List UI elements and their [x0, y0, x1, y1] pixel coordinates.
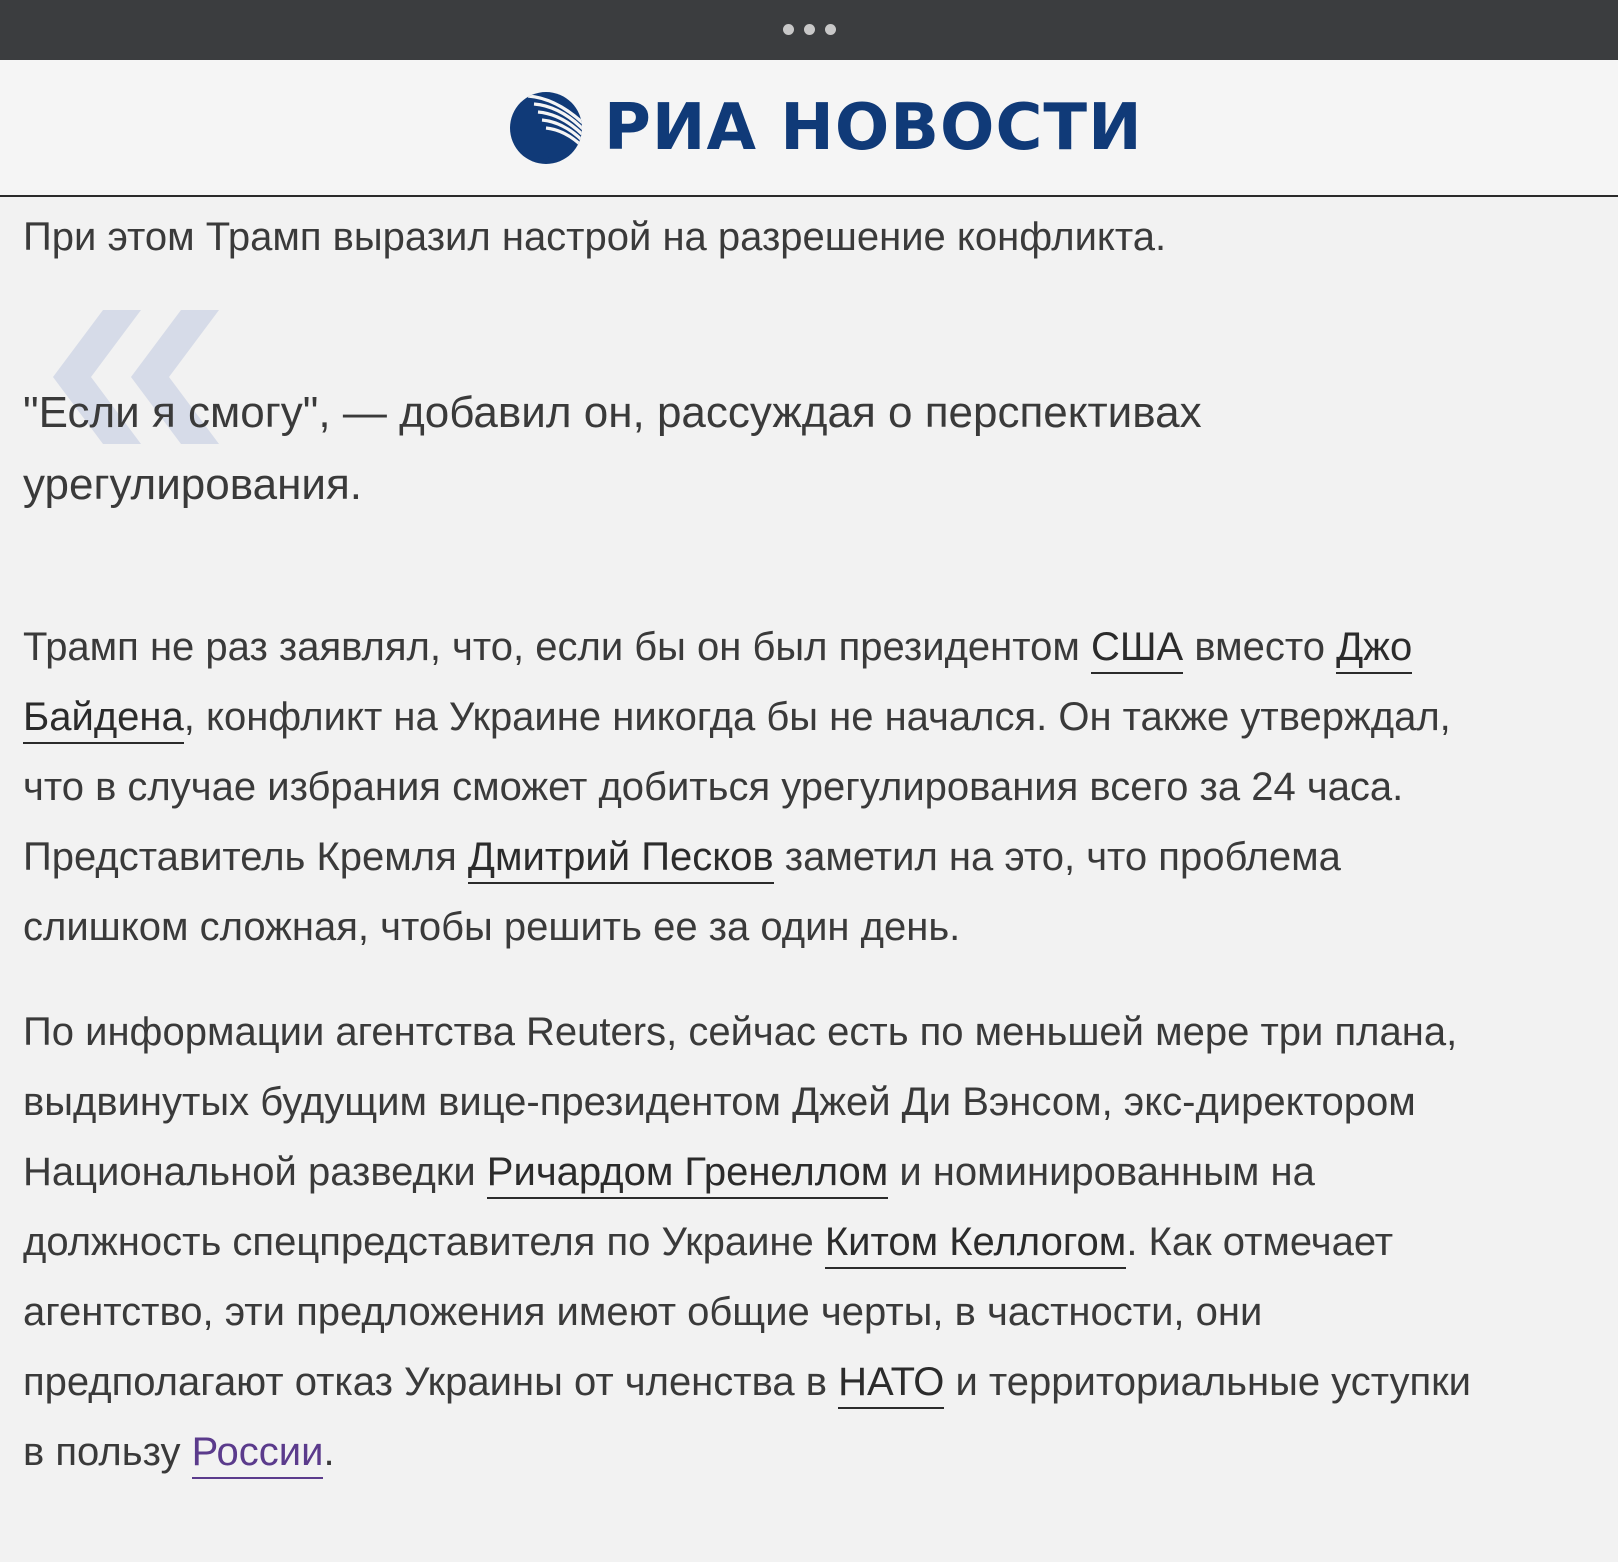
- text-line: [23, 1207, 1471, 1277]
- dot: [825, 24, 836, 35]
- text-line: [23, 612, 1451, 682]
- link-biden[interactable]: Байдена: [23, 695, 184, 744]
- text-line: что в случае избрания сможет добиться урегулирования всего за 24 часа.: [23, 765, 1404, 809]
- text: Трамп не раз заявлял, что, если бы он был президентом: [23, 625, 1091, 669]
- text: . Как отмечает: [1126, 1220, 1394, 1264]
- text: вместо: [1183, 625, 1337, 669]
- text-line: выдвинутых будущим вице-президентом Джей Ди Вэнсом, экс-директором: [23, 1080, 1416, 1124]
- ria-globe-icon: [508, 90, 584, 166]
- link-peskov[interactable]: Дмитрий Песков: [468, 835, 774, 884]
- text: и номинированным на: [888, 1150, 1315, 1194]
- link-biden[interactable]: Джо: [1336, 625, 1412, 674]
- more-options-icon[interactable]: [783, 24, 836, 35]
- text-line: [23, 1347, 1471, 1417]
- text-line: слишком сложная, чтобы решить ее за один день.: [23, 905, 961, 949]
- dot: [804, 24, 815, 35]
- link-kellogg[interactable]: Китом Келлогом: [825, 1220, 1126, 1269]
- browser-top-bar: [0, 0, 1618, 60]
- text-line: [23, 1417, 1471, 1487]
- link-grenell[interactable]: Ричардом Гренеллом: [487, 1150, 888, 1199]
- paragraph-reuters-plans: [23, 997, 1471, 1487]
- text: предполагают отказ Украины от членства в: [23, 1360, 839, 1404]
- text: Представитель Кремля: [23, 835, 468, 879]
- text: должность спецпредставителя по Украине: [23, 1220, 825, 1264]
- link-russia[interactable]: России: [192, 1430, 324, 1479]
- text-line: [23, 682, 1451, 752]
- site-header: [0, 60, 1618, 197]
- text-line: [23, 822, 1451, 892]
- logo-text: РИА НОВОСТИ: [604, 91, 1143, 165]
- text: в пользу: [23, 1430, 192, 1474]
- quote-line: "Если я смогу", — добавил он, рассуждая о перспективах: [23, 388, 1202, 437]
- link-nato[interactable]: НАТО: [838, 1360, 944, 1409]
- intro-paragraph: При этом Трамп выразил настрой на разрешение конфликта.: [23, 215, 1167, 259]
- quote-line: урегулирования.: [23, 460, 363, 509]
- text: и территориальные уступки: [944, 1360, 1472, 1404]
- paragraph-trump-statements: [23, 612, 1451, 962]
- text: .: [323, 1430, 335, 1474]
- text: заметил на это, что проблема: [773, 835, 1341, 879]
- text-line: По информации агентства Reuters, сейчас есть по меньшей мере три плана,: [23, 1010, 1458, 1054]
- dot: [783, 24, 794, 35]
- text: Национальной разведки: [23, 1150, 487, 1194]
- text-line: [23, 1137, 1471, 1207]
- text: , конфликт на Украине никогда бы не начался. Он также утверждал,: [183, 695, 1451, 739]
- quote-block: [23, 377, 1202, 521]
- text-line: агентство, эти предложения имеют общие черты, в частности, они: [23, 1290, 1263, 1334]
- link-usa[interactable]: США: [1091, 625, 1183, 674]
- site-logo[interactable]: [508, 90, 1143, 166]
